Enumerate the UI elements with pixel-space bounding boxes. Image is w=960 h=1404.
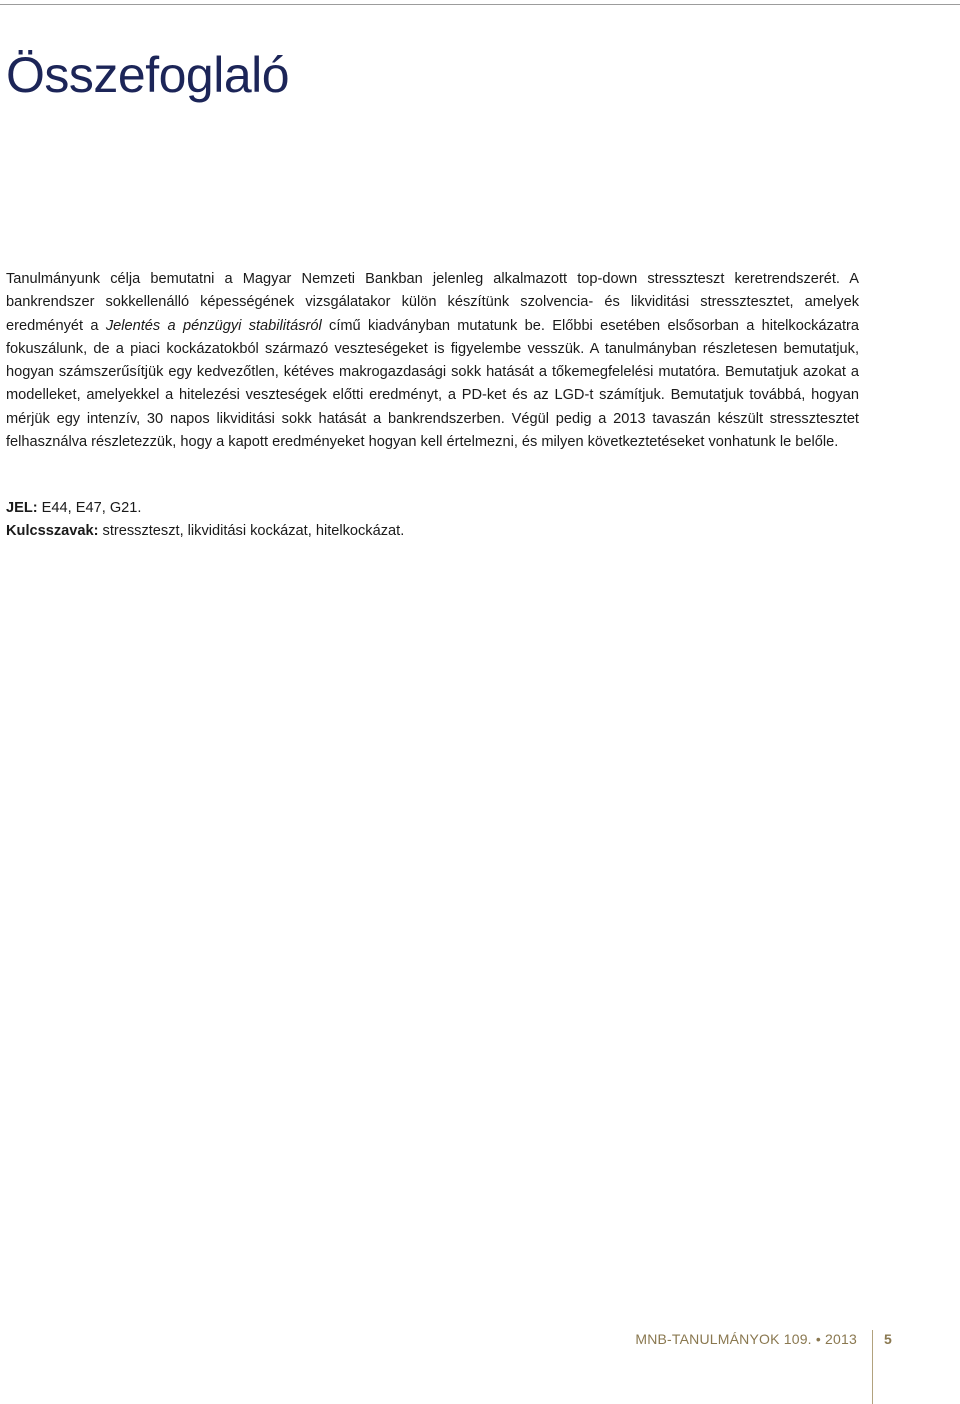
abstract-text-start: Tanulmányunk célja bemutatni a Magyar Nemzeti Bankban jelenleg alkalmazott top-down stresszteszt keretrendszerét. A bankrendszer sokkellenálló képességének vizsgálatakor külön készítünk szolvencia- és likviditási stressztesztet, amelyek eredményét a [6, 271, 859, 334]
keywords-value: stresszteszt, likviditási kockázat, hitelkockázat. [98, 523, 405, 539]
jel-codes [6, 497, 141, 520]
jel-value: E44, E47, G21. [37, 500, 142, 516]
abstract-paragraph [6, 268, 859, 454]
keywords [6, 520, 404, 543]
footer-series: MNB-TANULMÁNYOK 109. • 2013 [635, 1331, 857, 1347]
page-number: 5 [884, 1331, 892, 1347]
publication-title: Jelentés a pénzügyi stabilitásról [105, 317, 322, 334]
jel-label: JEL: [6, 500, 38, 516]
keywords-label: Kulcsszavak: [6, 523, 99, 539]
top-rule [0, 4, 960, 5]
footer-divider [872, 1330, 873, 1404]
page-title: Összefoglaló [6, 47, 290, 103]
abstract-text-end: című kiadványban mutatunk be. Előbbi esetében elsősorban a hitelkockázatra fokuszálunk, de a piaci kockázatokból származó veszteségeket is figyelembe vesszük. A tanulmányban részletesen bemutatjuk, hogyan számszerűsítjük egy kedvezőtlen, kétéves makrogazdasági sokk hatását a tőkemegfelelési mutatóra. Bemutatjuk azokat a modelleket, amelyekkel a hitelezési veszteségek előtti eredményt, a PD-ket és az LGD-t számítjuk. Bemutatjuk továbbá, hogyan mérjük egy intenzív, 30 napos likviditási sokk hatását a bankrendszerben. Végül pedig a 2013 tavaszán készült stressztesztet felhasználva részletezzük, hogy a kapott eredményeket hogyan kell értelmezni, és milyen következtetéseket vonhatunk le belőle. [6, 317, 859, 451]
